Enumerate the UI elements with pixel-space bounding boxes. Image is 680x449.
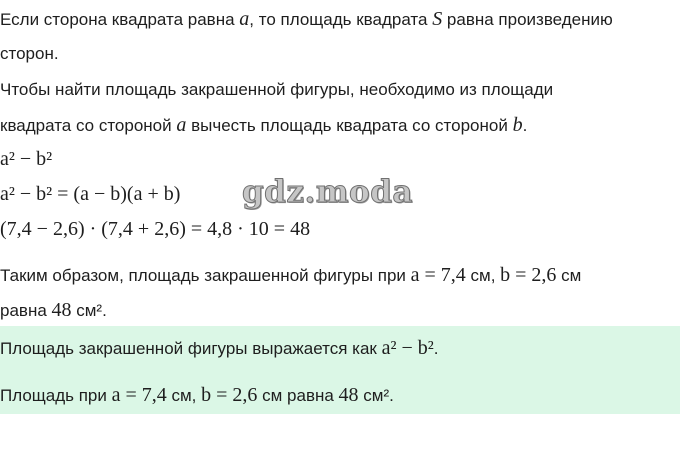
answer-line-2: Площадь при a = 7,4 см, b = 2,6 см равна 48 см².	[0, 384, 394, 406]
paragraph-1-line-1	[0, 8, 613, 31]
paragraph-1-line-2: сторон.	[0, 44, 59, 63]
math-b-value: b = 2,6	[201, 384, 258, 406]
text: Если сторона квадрата равна	[0, 10, 240, 29]
math-result: 48	[338, 384, 359, 406]
formula-2: a² − b² = (a − b)(a + b)	[0, 183, 181, 205]
math-var-b: b	[512, 114, 523, 136]
text: квадрата со стороной	[0, 116, 177, 135]
text: вычесть площадь квадрата со стороной	[186, 116, 513, 135]
math-expression: a² − b²	[381, 337, 434, 359]
formula-3: (7,4 − 2,6) · (7,4 + 2,6) = 4,8 · 10 = 48	[0, 218, 311, 240]
paragraph-2-line-2: квадрата со стороной a вычесть площадь квадрата со стороной b.	[0, 114, 528, 136]
math-a-value: a = 7,4	[410, 264, 466, 286]
math-b-value: b = 2,6	[500, 264, 557, 286]
math-var-a: a	[176, 114, 187, 136]
paragraph-3-line-1: Таким образом, площадь закрашенной фигуры при a = 7,4 см, b = 2,6 см	[0, 264, 582, 286]
text: , то площадь квадрата	[249, 10, 433, 29]
formula-1: a² − b²	[0, 148, 53, 170]
math-var-a: a	[239, 8, 250, 30]
math-var-s: S	[432, 8, 443, 30]
paragraph-2-line-1: Чтобы найти площадь закрашенной фигуры, необходимо из площади	[0, 80, 554, 99]
answer-line-1: Площадь закрашенной фигуры выражается как a² − b².	[0, 337, 439, 359]
math-result: 48	[51, 299, 72, 321]
text: равна произведению	[442, 10, 613, 29]
math-a-value: a = 7,4	[111, 384, 167, 406]
watermark-logo: gdz.moda	[242, 174, 413, 210]
paragraph-3-line-2: равна 48 см².	[0, 299, 107, 321]
